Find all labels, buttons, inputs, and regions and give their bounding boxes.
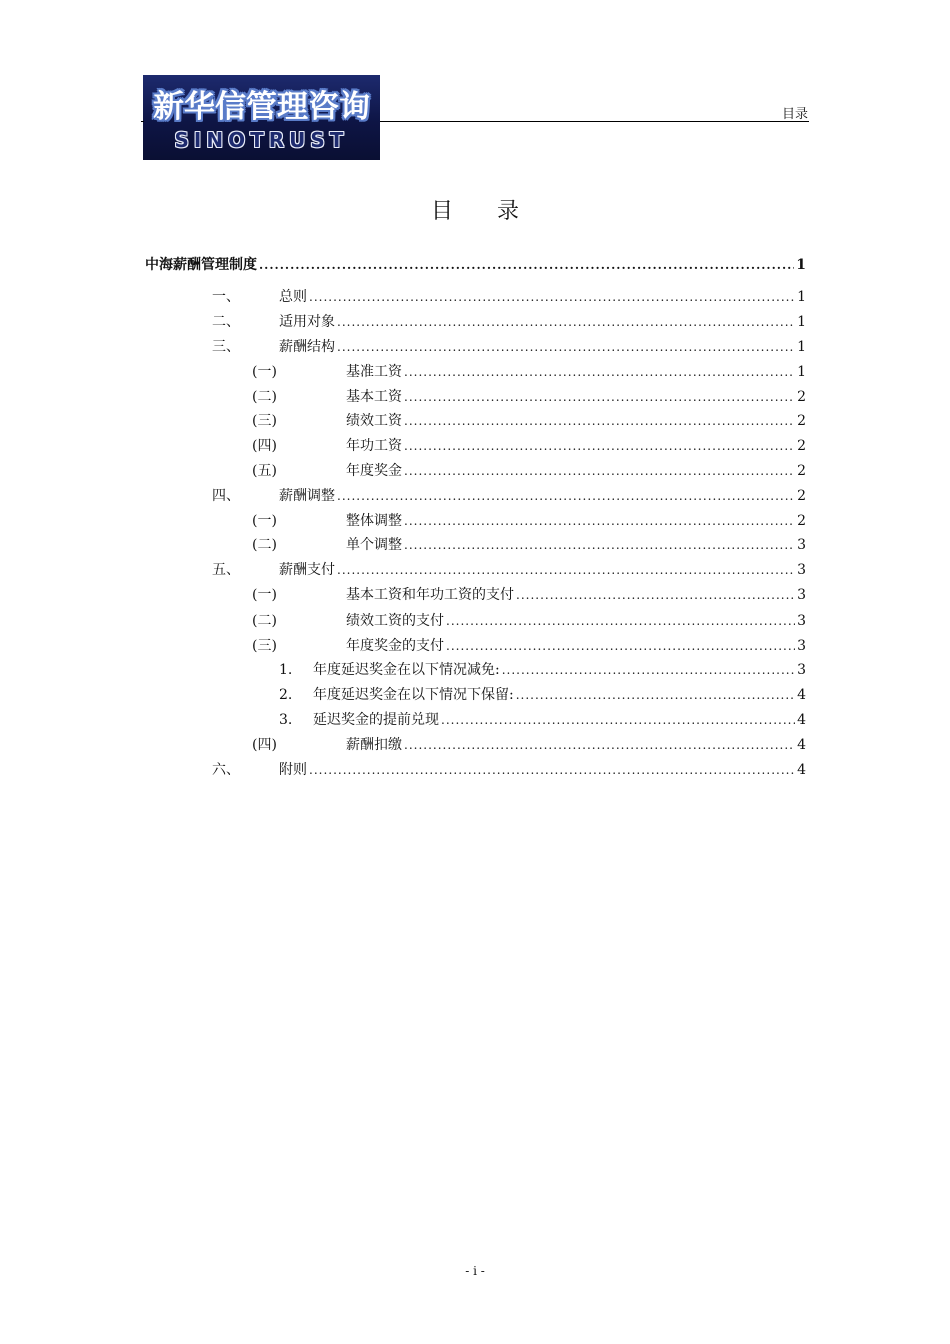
toc-entry-text: 年度奖金的支付 bbox=[346, 638, 444, 654]
toc-entry-text: 总则 bbox=[279, 289, 307, 305]
toc-entry[interactable] bbox=[279, 709, 806, 729]
toc-entry-number: (三) bbox=[252, 413, 277, 429]
toc-entry-number: (二) bbox=[252, 613, 277, 629]
toc-entry-page: 1 bbox=[796, 257, 806, 273]
toc-leader-dots bbox=[309, 290, 795, 304]
toc-leader-dots bbox=[446, 639, 795, 653]
toc-entry-number: (三) bbox=[252, 638, 277, 654]
header-rule bbox=[380, 121, 809, 122]
toc-entry-page: 1 bbox=[797, 364, 806, 380]
toc-entry-text: 基本工资和年功工资的支付 bbox=[346, 587, 514, 603]
toc-entry-text: 薪酬结构 bbox=[279, 339, 335, 355]
toc-entry-page: 3 bbox=[797, 613, 806, 629]
toc-entry[interactable] bbox=[252, 534, 806, 554]
toc-entry-text: 中海薪酬管理制度 bbox=[145, 257, 257, 273]
toc-entry-text: 适用对象 bbox=[279, 314, 335, 330]
toc-entry[interactable] bbox=[279, 684, 806, 704]
toc-leader-dots bbox=[404, 464, 795, 478]
toc-entry[interactable] bbox=[252, 410, 806, 430]
header-section-label: 目录 bbox=[781, 107, 808, 122]
toc-entry-number: (一) bbox=[252, 364, 277, 380]
toc-leader-dots bbox=[337, 563, 795, 577]
toc-entry-number: 二、 bbox=[212, 314, 240, 330]
toc-entry[interactable] bbox=[252, 584, 806, 604]
toc-entry-text: 年度奖金 bbox=[346, 463, 402, 479]
logo-english-text: SINOTRUST bbox=[174, 128, 349, 152]
toc-entry-text: 绩效工资的支付 bbox=[346, 613, 444, 629]
toc-entry-page: 2 bbox=[797, 463, 806, 479]
toc-entry[interactable] bbox=[212, 311, 806, 331]
toc-entry-page: 4 bbox=[797, 687, 806, 703]
toc-leader-dots bbox=[337, 315, 795, 329]
toc-entry[interactable] bbox=[212, 485, 806, 505]
toc-entry-text: 薪酬调整 bbox=[279, 488, 335, 504]
toc-leader-dots bbox=[404, 738, 795, 752]
toc-entry-number: (一) bbox=[252, 587, 277, 603]
toc-entry-number: 六、 bbox=[212, 762, 240, 778]
toc-entry-number: (二) bbox=[252, 537, 277, 553]
toc-entry-page: 1 bbox=[797, 289, 806, 305]
toc-entry[interactable] bbox=[212, 559, 806, 579]
toc-entry-number: 一、 bbox=[212, 289, 240, 305]
toc-entry-text: 年功工资 bbox=[346, 438, 402, 454]
toc-entry[interactable] bbox=[212, 336, 806, 356]
toc-entry-page: 1 bbox=[797, 339, 806, 355]
toc-leader-dots bbox=[337, 340, 795, 354]
toc-entry-text: 基准工资 bbox=[346, 364, 402, 380]
page-title-char-1: 目 bbox=[430, 199, 453, 224]
toc-entry-number: (五) bbox=[252, 463, 277, 479]
page-title bbox=[0, 194, 950, 225]
toc-entry-text: 薪酬扣缴 bbox=[346, 737, 402, 753]
toc-entry-page: 1 bbox=[797, 314, 806, 330]
toc-leader-dots bbox=[404, 390, 795, 404]
toc-entry-text: 年度延迟奖金在以下情况减免: bbox=[313, 662, 500, 678]
toc-entry-number: 四、 bbox=[212, 488, 240, 504]
toc-leader-dots bbox=[404, 439, 795, 453]
toc-leader-dots bbox=[516, 688, 795, 702]
toc-leader-dots bbox=[404, 514, 795, 528]
toc-entry[interactable] bbox=[252, 386, 806, 406]
toc-entry-text: 延迟奖金的提前兑现 bbox=[313, 712, 439, 728]
page-title-char-2: 录 bbox=[497, 199, 520, 224]
toc-entry-number: 2. bbox=[279, 687, 293, 703]
toc-entry[interactable] bbox=[252, 635, 806, 655]
toc-entry-page: 2 bbox=[797, 389, 806, 405]
toc-leader-dots bbox=[441, 713, 795, 727]
toc-entry-page: 3 bbox=[797, 537, 806, 553]
toc-entry[interactable] bbox=[212, 286, 806, 306]
toc-entry-number: (一) bbox=[252, 513, 277, 529]
toc-leader-dots bbox=[337, 489, 795, 503]
toc-entry[interactable] bbox=[145, 254, 806, 274]
toc-entry-page: 3 bbox=[797, 587, 806, 603]
toc-leader-dots bbox=[502, 663, 795, 677]
toc-entry-page: 2 bbox=[797, 513, 806, 529]
toc-entry-text: 绩效工资 bbox=[346, 413, 402, 429]
logo-chinese-text: 新华信管理咨询 bbox=[153, 89, 370, 125]
toc-entry-page: 4 bbox=[797, 737, 806, 753]
toc-entry-number: 1. bbox=[279, 662, 293, 678]
toc-entry-text: 单个调整 bbox=[346, 537, 402, 553]
toc-entry[interactable] bbox=[252, 460, 806, 480]
toc-entry[interactable] bbox=[252, 734, 806, 754]
toc-entry-text: 薪酬支付 bbox=[279, 562, 335, 578]
toc-entry-page: 3 bbox=[797, 638, 806, 654]
toc-entry-page: 4 bbox=[797, 712, 806, 728]
toc-leader-dots bbox=[404, 414, 795, 428]
toc-leader-dots bbox=[404, 365, 795, 379]
toc-leader-dots bbox=[446, 614, 795, 628]
toc-entry-page: 2 bbox=[797, 438, 806, 454]
toc-entry-text: 附则 bbox=[279, 762, 307, 778]
toc-entry[interactable] bbox=[212, 759, 806, 779]
toc-entry-page: 3 bbox=[797, 662, 806, 678]
toc-leader-dots bbox=[259, 258, 794, 272]
toc-entry-number: (二) bbox=[252, 389, 277, 405]
toc-entry-number: 五、 bbox=[212, 562, 240, 578]
toc-leader-dots bbox=[309, 763, 795, 777]
toc-entry[interactable] bbox=[252, 610, 806, 630]
toc-entry-number: 3. bbox=[279, 712, 293, 728]
toc-entry-number: (四) bbox=[252, 737, 277, 753]
toc-entry[interactable] bbox=[252, 510, 806, 530]
toc-entry-number: 三、 bbox=[212, 339, 240, 355]
toc-entry-number: (四) bbox=[252, 438, 277, 454]
header-rule-left bbox=[141, 121, 144, 122]
company-logo bbox=[143, 75, 380, 160]
page-number-footer: - i - bbox=[465, 1264, 485, 1278]
toc-entry-page: 2 bbox=[797, 488, 806, 504]
toc-entry-text: 基本工资 bbox=[346, 389, 402, 405]
toc-leader-dots bbox=[516, 588, 795, 602]
toc-leader-dots bbox=[404, 538, 795, 552]
toc-entry[interactable] bbox=[252, 435, 806, 455]
toc-entry-page: 3 bbox=[797, 562, 806, 578]
toc-entry-text: 年度延迟奖金在以下情况下保留: bbox=[313, 687, 514, 703]
toc-entry-page: 4 bbox=[797, 762, 806, 778]
toc-entry[interactable] bbox=[279, 659, 806, 679]
toc-entry-text: 整体调整 bbox=[346, 513, 402, 529]
toc-entry[interactable] bbox=[252, 361, 806, 381]
toc-entry-page: 2 bbox=[797, 413, 806, 429]
